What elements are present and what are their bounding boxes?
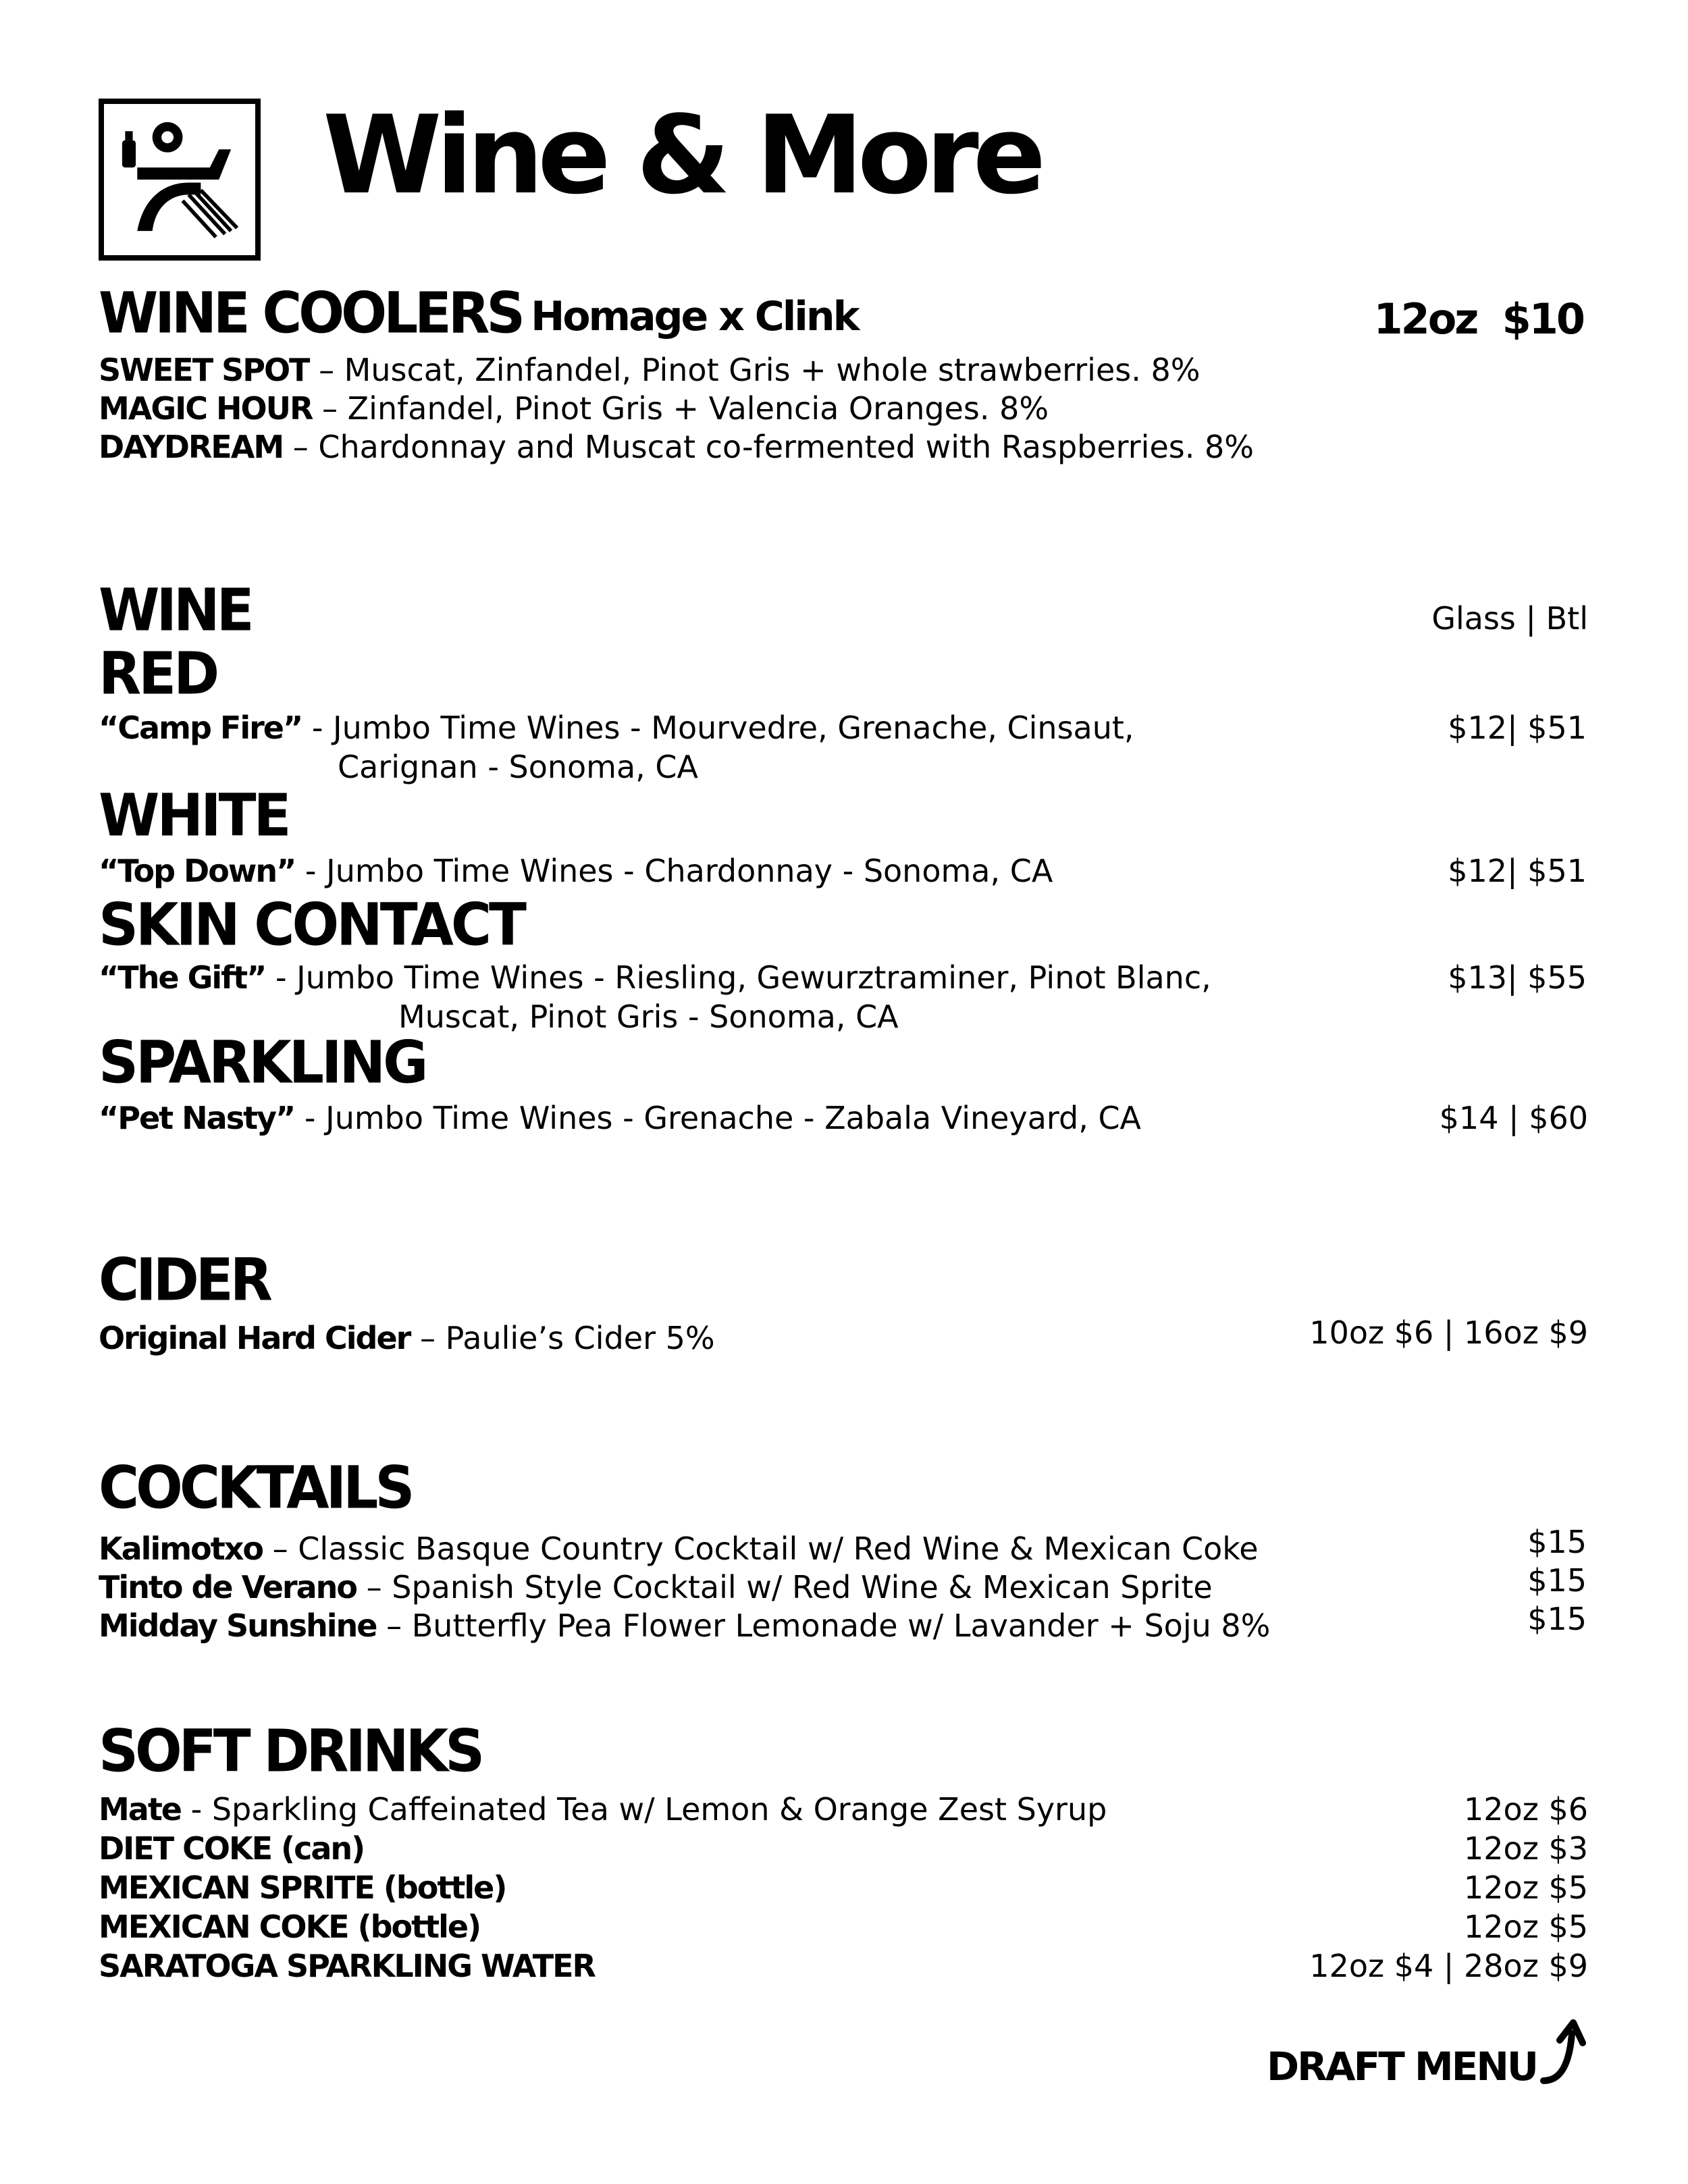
item-desc: – Paulie’s Cider 5%: [419, 1320, 715, 1356]
item-desc-continued: Muscat, Pinot Gris - Sonoma, CA: [398, 998, 899, 1035]
list-item: [99, 1947, 595, 1985]
item-name: MAGIC HOUR: [99, 390, 313, 427]
item-price: $15: [1527, 1601, 1587, 1637]
wine-heading: WINE: [99, 577, 251, 645]
list-item: [99, 709, 1134, 747]
white-heading: WHITE: [99, 782, 289, 850]
list-item: [99, 1790, 1107, 1828]
coolers-price: 12oz $10: [1373, 294, 1583, 344]
item-name: “The Gift”: [99, 959, 266, 996]
brand-name: Wine & More: [323, 92, 1040, 218]
cocktails-heading: COCKTAILS: [99, 1454, 412, 1522]
coolers-heading: WINE COOLERS: [99, 279, 523, 346]
item-desc: – Classic Basque Country Cocktail w/ Red Wine & Mexican Coke: [272, 1530, 1259, 1567]
draft-menu-label: DRAFT MENU: [1266, 2044, 1537, 2089]
item-price: 10oz $6 | 16oz $9: [1309, 1314, 1588, 1351]
item-price: 12oz $4 | 28oz $9: [1309, 1948, 1588, 1984]
item-price: $15: [1527, 1524, 1587, 1560]
item-price: $12| $51: [1448, 710, 1587, 746]
logo-mark-icon: [104, 104, 255, 255]
list-item: [99, 1830, 364, 1867]
list-item: [99, 852, 1053, 890]
list-item: [99, 1908, 480, 1946]
list-item: [99, 1530, 1259, 1568]
item-name: “Top Down”: [99, 853, 296, 889]
item-price: 12oz $6: [1464, 1791, 1588, 1828]
item-price: 12oz $5: [1464, 1869, 1588, 1906]
wine-size-header: Glass | Btl: [1431, 600, 1588, 637]
item-desc: - Jumbo Time Wines - Chardonnay - Sonoma, CA: [295, 853, 1053, 889]
item-name: SWEET SPOT: [99, 352, 309, 388]
list-item: [99, 1568, 1213, 1606]
logo: [99, 99, 261, 261]
list-item: [99, 428, 1254, 466]
item-desc: – Spanish Style Cocktail w/ Red Wine & Mexican Sprite: [366, 1569, 1213, 1605]
list-item: [99, 351, 1200, 389]
coolers-heading-row: [99, 279, 858, 346]
curved-arrow-up-icon: [1539, 2019, 1587, 2086]
item-desc: - Jumbo Time Wines - Mourvedre, Grenache, Cinsaut,: [302, 710, 1134, 746]
list-item: [99, 1869, 506, 1907]
list-item: [99, 1099, 1141, 1137]
item-desc: – Zinfandel, Pinot Gris + Valencia Oranges. 8%: [322, 390, 1049, 427]
list-item: [99, 959, 1211, 996]
item-desc: - Jumbo Time Wines - Grenache - Zabala Vineyard, CA: [294, 1100, 1142, 1136]
item-price: 12oz $3: [1464, 1830, 1588, 1867]
item-name: Kalimotxo: [99, 1530, 263, 1567]
item-desc: – Chardonnay and Muscat co-fermented with Raspberries. 8%: [292, 429, 1254, 465]
sparkling-heading: SPARKLING: [99, 1029, 426, 1097]
coolers-subheading: Homage x Clink: [531, 293, 858, 340]
item-name: “Pet Nasty”: [99, 1100, 295, 1136]
item-name: Midday Sunshine: [99, 1607, 377, 1644]
item-desc-continued: Carignan - Sonoma, CA: [338, 749, 699, 785]
item-price: $15: [1527, 1562, 1587, 1599]
item-desc: – Butterfly Pea Flower Lemonade w/ Lavander + Soju 8%: [386, 1607, 1271, 1644]
item-name: Mate: [99, 1791, 182, 1828]
item-name: Tinto de Verano: [99, 1569, 357, 1605]
item-price: 12oz $5: [1464, 1909, 1588, 1945]
list-item: [99, 390, 1049, 427]
draft-menu-link[interactable]: [1266, 2019, 1587, 2089]
item-name: DAYDREAM: [99, 429, 284, 465]
red-heading: RED: [99, 640, 217, 708]
item-desc: – Muscat, Zinfandel, Pinot Gris + whole strawberries. 8%: [319, 352, 1201, 388]
item-price: $12| $51: [1448, 853, 1587, 889]
item-name: MEXICAN SPRITE (bottle): [99, 1869, 506, 1906]
skin-contact-heading: SKIN CONTACT: [99, 891, 524, 959]
item-name: Original Hard Cider: [99, 1320, 411, 1356]
list-item: [99, 1607, 1270, 1645]
item-price: $13| $55: [1448, 959, 1587, 996]
soft-drinks-heading: SOFT DRINKS: [99, 1717, 482, 1786]
item-name: DIET COKE (can): [99, 1830, 365, 1867]
item-name: MEXICAN COKE (bottle): [99, 1909, 481, 1945]
item-price: $14 | $60: [1439, 1100, 1588, 1136]
item-desc: - Sparkling Caffeinated Tea w/ Lemon & Orange Zest Syrup: [181, 1791, 1107, 1828]
item-name: “Camp Fire”: [99, 710, 302, 746]
item-name: SARATOGA SPARKLING WATER: [99, 1948, 595, 1984]
item-desc: - Jumbo Time Wines - Riesling, Gewurztraminer, Pinot Blanc,: [265, 959, 1211, 996]
cider-heading: CIDER: [99, 1246, 269, 1314]
list-item: [99, 1319, 715, 1357]
